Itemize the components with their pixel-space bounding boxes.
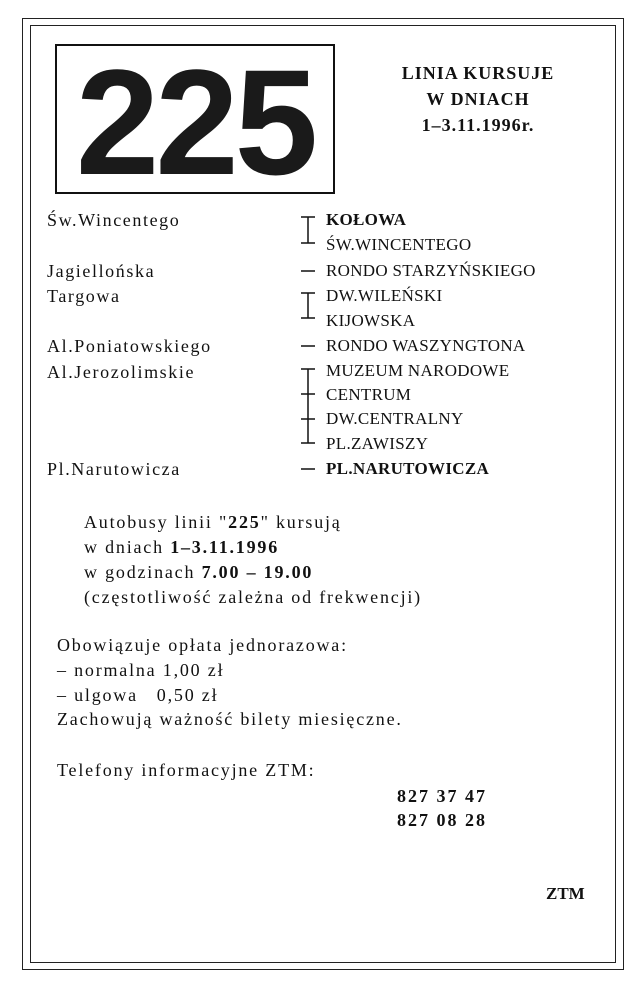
text-part: w godzinach <box>84 562 202 582</box>
stop-name: PL.ZAWISZY <box>326 434 429 453</box>
stop-name: DW.WILEŃSKI <box>326 286 443 305</box>
stop-name: KIJOWSKA <box>326 311 416 330</box>
text-part: 7.00 – 19.00 <box>201 562 314 582</box>
street-name: Jagiellońska <box>47 261 156 281</box>
phone-number: 827 08 28 <box>397 810 487 830</box>
stop-name: RONDO WASZYNGTONA <box>326 336 526 355</box>
street-name: Św.Wincentego <box>47 210 181 230</box>
fare-normal: – normalna 1,00 zł <box>57 660 225 680</box>
stop-name: MUZEUM NARODOWE <box>326 361 510 380</box>
stop-name: CENTRUM <box>326 385 412 404</box>
text-part: " kursują <box>260 512 342 532</box>
street-name: Al.Jerozolimskie <box>47 362 196 382</box>
fares-heading: Obowiązuje opłata jednorazowa: <box>57 635 348 655</box>
service-line-3 <box>84 562 313 583</box>
stop-name: KOŁOWA <box>326 210 407 229</box>
fare-reduced: – ulgowa 0,50 zł <box>57 685 219 705</box>
stop-name: PL.NARUTOWICZA <box>326 459 490 478</box>
street-name: Targowa <box>47 286 121 306</box>
stop-name: DW.CENTRALNY <box>326 409 464 428</box>
stop-name: RONDO STARZYŃSKIEGO <box>326 261 536 280</box>
service-line-1 <box>84 512 342 533</box>
notice-line-2: W DNIACH <box>426 89 530 109</box>
stop-name: ŚW.WINCENTEGO <box>326 235 472 254</box>
service-line-2 <box>84 537 279 558</box>
phone-number: 827 37 47 <box>397 786 487 806</box>
line-number-box <box>55 38 335 206</box>
service-line-4: (częstotliwość zależna od frekwencji) <box>84 587 422 607</box>
street-name: Pl.Narutowicza <box>47 459 181 479</box>
line-number: 225 <box>75 38 315 206</box>
text-part: w dniach <box>84 537 171 557</box>
street-name: Al.Poniatowskiego <box>47 336 212 356</box>
text-part: Autobusy linii " <box>84 512 229 532</box>
monthly-tickets-note: Zachowują ważność bilety miesięczne. <box>57 709 403 729</box>
text-part: 1–3.11.1996 <box>170 537 279 557</box>
notice-line-3: 1–3.11.1996r. <box>421 115 535 135</box>
signature: ZTM <box>546 884 585 903</box>
info-phones-heading: Telefony informacyjne ZTM: <box>57 760 316 780</box>
notice-line-1: LINIA KURSUJE <box>401 63 555 83</box>
text-part: 225 <box>228 512 261 532</box>
service-days-notice <box>368 60 588 138</box>
